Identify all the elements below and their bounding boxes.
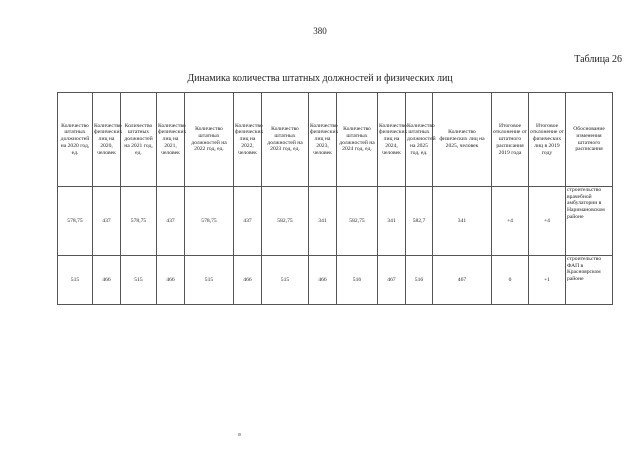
table-cell: 516 — [337, 256, 378, 305]
table-cell: +4 — [492, 187, 529, 256]
table-cell: 578,75 — [121, 187, 157, 256]
header-cell-positions-2023: Количество штатных должностей на 2023 год, ед. — [262, 93, 309, 187]
table-cell: +1 — [529, 256, 566, 305]
justification-cell: строительство ФАП в Красноярском районе — [566, 256, 613, 305]
justification-cell: строительство врачебной амбулатории в Наримановском районе — [566, 187, 613, 256]
header-cell-deviation-positions: Итоговое отклонение от штатного расписания 2019 года — [492, 93, 529, 187]
table-label: Таблица 26 — [574, 54, 622, 65]
table-cell: 467 — [433, 256, 492, 305]
table-cell: 515 — [121, 256, 157, 305]
table-cell: 437 — [234, 187, 262, 256]
table-row — [58, 187, 613, 256]
staffing-table — [57, 92, 613, 305]
header-cell-persons-2023: Количество физических лиц на 2023, человек — [309, 93, 337, 187]
table-cell: 466 — [309, 256, 337, 305]
table-title: Динамика количества штатных должностей и физических лиц — [187, 73, 453, 84]
table-row — [58, 256, 613, 305]
table-cell: 0 — [492, 256, 529, 305]
header-cell-positions-2022: Количество штатных должностей на 2022 год, ед. — [185, 93, 234, 187]
table-cell: 578,75 — [58, 187, 93, 256]
table-cell: 516 — [406, 256, 433, 305]
table-cell: 437 — [157, 187, 185, 256]
table-cell: 341 — [309, 187, 337, 256]
table-cell: 467 — [378, 256, 406, 305]
header-cell-persons-2025: Количество физических лиц на 2025, человек — [433, 93, 492, 187]
header-cell-deviation-persons: Итоговое отклонение от физических лиц в 2019 году — [529, 93, 566, 187]
header-cell-persons-2021: Количество физических лиц на 2021, человек — [157, 93, 185, 187]
header-cell-positions-2024: Количество штатных должностей на 2024 год, ед. — [337, 93, 378, 187]
header-cell-justification: Обоснование изменения штатного расписания — [566, 93, 613, 187]
header-cell-persons-2020: Количество физических лиц на 2020, человек — [93, 93, 121, 187]
table-cell: 437 — [93, 187, 121, 256]
table-cell: 466 — [234, 256, 262, 305]
header-cell-positions-2020: Количество штатных должностей на 2020 год, ед. — [58, 93, 93, 187]
page-number: 380 — [313, 26, 327, 36]
header-row — [58, 93, 613, 187]
staffing-table-container — [57, 92, 612, 305]
table-cell: 582,75 — [337, 187, 378, 256]
table-cell: 578,75 — [185, 187, 234, 256]
table-cell: 341 — [433, 187, 492, 256]
header-cell-persons-2022: Количество физических лиц на 2022, человек — [234, 93, 262, 187]
header-cell-persons-2024: Количество физических лиц на 2024, человек — [378, 93, 406, 187]
scan-speck — [238, 433, 241, 436]
table-cell: 582,75 — [262, 187, 309, 256]
table-cell: 341 — [378, 187, 406, 256]
header-cell-positions-2025: Количество штатных должностей на 2025 год, ед. — [406, 93, 433, 187]
table-cell: 466 — [93, 256, 121, 305]
table-cell: 515 — [58, 256, 93, 305]
table-cell: 515 — [185, 256, 234, 305]
header-cell-positions-2021: Количество штатных должностей на 2021 год, ед. — [121, 93, 157, 187]
table-cell: +4 — [529, 187, 566, 256]
table-cell: 582,7 — [406, 187, 433, 256]
table-cell: 515 — [262, 256, 309, 305]
table-cell: 466 — [157, 256, 185, 305]
